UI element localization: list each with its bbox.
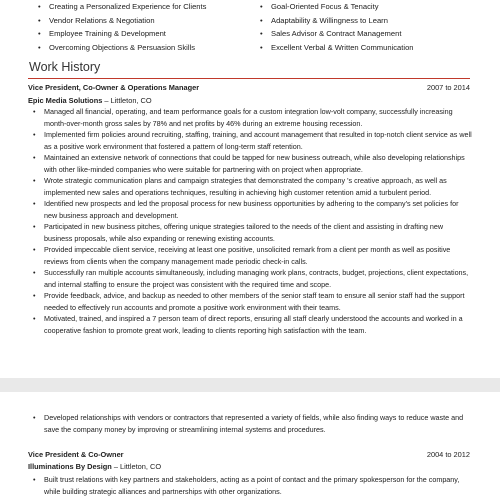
job-title: Vice President, Co-Owner & Operations Manager (28, 83, 200, 92)
job-duties-list (33, 474, 473, 497)
skill-item: • Overcoming Objections & Persuasion Skills (38, 41, 206, 55)
job-duties-list (33, 106, 473, 336)
skills-list-left (38, 0, 206, 54)
duty-item: • Identified new prospects and led the proposal process for new business opportunities by adhering to the company's set policies for new business approach and development. (33, 198, 473, 221)
duty-item: • Provide feedback, advice, and backup as needed to other members of the senior staff team to ensure all senior staff had the support needed to effectively run accounts and promote a positive work environment with their teams. (33, 290, 473, 313)
duty-item: • Motivated, trained, and inspired a 7 person team of direct reports, ensuring all staff clearly understood the accounts and worked in a cooperative fashion to promote great work, leading to clients reporting high satisfaction with the team. (33, 313, 473, 336)
company-name: Illuminations By Design (28, 462, 112, 471)
skill-item: • Goal-Oriented Focus & Tenacity (260, 0, 414, 14)
company-name: Epic Media Solutions (28, 96, 103, 105)
duty-item: • Built trust relations with key partners and stakeholders, acting as a point of contact and the primary spokesperson for the company, while building strategic alliances and partnerships with other organizations. (33, 474, 473, 497)
duty-item: • Developed relationships with vendors or contractors that represented a variety of fields, while also finding ways to reduce waste and save the company money by improving or streamlining internal systems and procedures. (33, 412, 473, 435)
duty-item: • Maintained an extensive network of connections that could be tapped for new business outreach, while also developing relationships with other like-minded companies who were suitable for partnering with on project when appropriate. (33, 152, 473, 175)
duty-item: • Wrote strategic communication plans and campaign strategies that demonstrated the company 's creative approach, as well as implemented new sales and operations techniques, resulting in achieving high customer retention amid a turbulent period. (33, 175, 473, 198)
skill-item: • Excellent Verbal & Written Communication (260, 41, 414, 55)
skill-item: • Adaptability & Willingness to Learn (260, 14, 414, 28)
duty-item: • Managed all financial, operating, and team performance goals for a custom integration low-volt company, successfully increasing month-over-month gross sales by 78% and net profits by 46% during an extreme housing recession. (33, 106, 473, 129)
job-company-line (28, 96, 152, 105)
section-divider (28, 78, 470, 79)
skill-item: • Creating a Personalized Experience for Clients (38, 0, 206, 14)
job-dates: 2007 to 2014 (426, 83, 470, 92)
skills-list-right (260, 0, 414, 54)
company-location: – Littleton, CO (111, 462, 162, 471)
job-company-line (28, 462, 161, 471)
resume-page-2 (0, 392, 500, 500)
duty-item: • Participated in new business pitches, offering unique strategies tailored to the needs of the client and assisting in drafting new business proposals, while also expanding or renewing existing accounts. (33, 221, 473, 244)
skill-item: • Vendor Relations & Negotiation (38, 14, 206, 28)
job-dates: 2004 to 2012 (426, 450, 470, 459)
skill-item: • Sales Advisor & Contract Management (260, 27, 414, 41)
work-history-heading: Work History (29, 60, 101, 74)
skill-item: • Employee Training & Development (38, 27, 206, 41)
duty-item: • Provided impeccable client service, receiving at least one positive, unsolicited remark from a client per month as well as positive reviews from clients when the company management made periodic check-in calls. (33, 244, 473, 267)
job-duties-list (33, 412, 473, 435)
job-title: Vice President & Co-Owner (28, 450, 124, 459)
duty-item: • Successfully ran multiple accounts simultaneously, including managing work plans, contracts, budget, projections, client expectations, and internal staffing to ensure the project was consistent with the required time and scope. (33, 267, 473, 290)
duty-item: • Implemented firm policies around recruiting, staffing, training, and account management that resulted in top-notch client service as well as a positive work environment that fostered a pattern of long-term staff retention. (33, 129, 473, 152)
company-location: – Littleton, CO (102, 96, 152, 105)
